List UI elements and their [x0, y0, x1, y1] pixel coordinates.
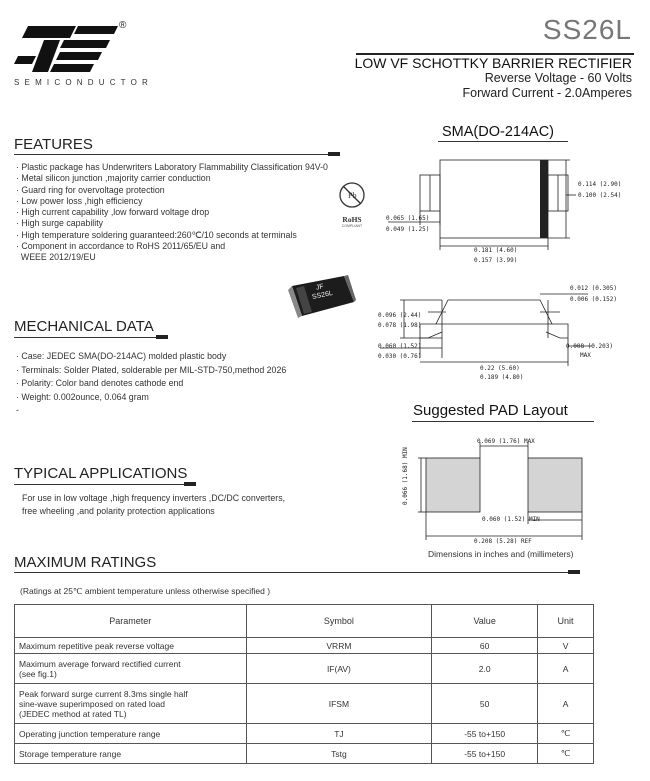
pad-layout-drawing: [404, 432, 604, 544]
table-header-row: [15, 605, 594, 638]
mechanical-item: -: [16, 405, 19, 416]
applications-rule-mark: [184, 482, 196, 486]
dimensions-note: Dimensions in inches and (millimeters): [428, 549, 574, 559]
pad-dim-height: 0.066 (1.68) MIN: [402, 447, 409, 505]
dim-length-min: 0.157 (3.99): [474, 257, 518, 264]
dim-lead-max: 0.060 (1.52): [378, 343, 422, 350]
no-lead-icon: [334, 180, 370, 210]
registered-mark: ®: [119, 20, 127, 31]
ratings-title: MAXIMUM RATINGS: [14, 554, 157, 571]
product-title: LOW VF SCHOTTKY BARRIER RECTIFIER: [354, 55, 632, 71]
dim-w1-max: 0.065 (1.65): [386, 215, 430, 222]
chip-marking-2: SS26L: [311, 289, 334, 302]
package-title-rule: [438, 141, 568, 142]
svg-text:Pb: Pb: [348, 191, 357, 200]
chip-marking-1: JF: [315, 283, 325, 292]
diode-chip-image: [284, 272, 358, 322]
mechanical-title: MECHANICAL DATA: [14, 318, 154, 335]
col-header: Unit: [538, 605, 594, 638]
feature-item: · Component in accordance to RoHS 2011/65/EU and: [16, 241, 226, 252]
rohs-label: RoHS: [342, 215, 362, 224]
applications-title: TYPICAL APPLICATIONS: [14, 465, 188, 482]
feature-item: · High temperature soldering guaranteed:260℃/10 seconds at terminals: [16, 229, 297, 240]
table-row: Maximum repetitive peak reverse voltage VRRM 60 V: [15, 638, 594, 654]
package-top-body: [440, 160, 548, 238]
table-row: Operating junction temperature range TJ -55 to+150 ℃: [15, 724, 594, 744]
ratings-note: (Ratings at 25℃ ambient temperature unless otherwise specified ): [20, 586, 271, 596]
pad-dim-gap: 0.060 (1.52) MIN: [482, 516, 540, 523]
pad-dim-total: 0.208 (5.28) REF: [474, 538, 532, 545]
mechanical-list: [16, 350, 286, 418]
feature-item: · Low power loss ,high efficiency: [16, 195, 143, 206]
mechanical-rule-mark: [156, 335, 168, 339]
dim-standoff-max: MAX: [580, 352, 591, 359]
pad-title-rule: [412, 421, 594, 422]
table-row: Maximum average forward rectified current (see fig.1) IF(AV) 2.0 A: [15, 654, 594, 684]
dim-thick-max: 0.012 (0.305): [570, 285, 617, 292]
feature-item: WEEE 2012/19/EU: [20, 252, 96, 263]
mechanical-item: · Weight: 0.002ounce, 0.064 gram: [16, 391, 149, 402]
cathode-band: [540, 160, 548, 238]
dim-overall-max: 0.22 (5.60): [480, 365, 520, 372]
dim-height-min: 0.100 (2.54): [578, 192, 622, 199]
dim-length-max: 0.181 (4.60): [474, 247, 518, 254]
feature-item: · High surge capability: [16, 218, 104, 229]
reverse-voltage: Reverse Voltage - 60 Volts: [484, 71, 632, 85]
feature-item: · High current capability ,low forward voltage drop: [16, 207, 210, 218]
applications-rule: [14, 484, 194, 485]
features-list: [16, 162, 376, 264]
pad-dim-top: 0.069 (1.76) MAX: [477, 438, 535, 445]
rohs-badge: [334, 180, 370, 228]
applications-text: For use in low voltage ,high frequency inverters ,DC/DC converters, free wheeling ,and polarity protection applications: [22, 493, 286, 516]
rohs-compliant: COMPLIANT: [341, 224, 363, 228]
mechanical-rule: [14, 337, 166, 338]
package-title: SMA(DO-214AC): [442, 124, 554, 140]
part-number: SS26L: [542, 14, 632, 45]
features-rule-mark: [328, 152, 340, 156]
pad-right: [528, 458, 582, 512]
package-side-body: [436, 300, 552, 324]
mechanical-item: · Terminals: Solder Plated, solderable per MIL-STD-750,method 2026: [16, 364, 287, 375]
col-header: Symbol: [246, 605, 432, 638]
ratings-rule-mark: [568, 570, 580, 574]
col-header: Parameter: [15, 605, 247, 638]
company-name: SEMICONDUCTOR: [14, 78, 154, 87]
table-row: Storage temperature range Tstg -55 to+150 ℃: [15, 744, 594, 764]
dim-overall-min: 0.189 (4.80): [480, 374, 524, 381]
pad-left: [426, 458, 480, 512]
ratings-table: [14, 604, 594, 764]
dim-side-min: 0.078 (1.98): [378, 322, 422, 329]
feature-item: · Plastic package has Underwriters Laboratory Flammability Classification 94V-0: [16, 162, 328, 172]
company-logo: [14, 20, 127, 77]
dim-lead-min: 0.030 (0.76): [378, 353, 422, 360]
feature-item: · Guard ring for overvoltage protection: [16, 184, 165, 195]
dim-w1-min: 0.049 (1.25): [386, 226, 430, 233]
features-rule: [14, 154, 340, 155]
table-row: Peak forward surge current 8.3ms single half sine-wave superimposed on rated load (JEDEC method at rated TL) IFSM 50 A: [15, 684, 594, 724]
dim-standoff: 0.008 (0.203): [566, 343, 613, 350]
pad-layout-title: Suggested PAD Layout: [413, 402, 568, 419]
ratings-rule: [14, 572, 580, 573]
mechanical-item: · Case: JEDEC SMA(DO-214AC) molded plastic body: [16, 351, 227, 361]
mechanical-item: · Polarity: Color band denotes cathode end: [16, 378, 184, 389]
col-header: Value: [432, 605, 538, 638]
features-title: FEATURES: [14, 136, 93, 153]
dim-side-max: 0.096 (2.44): [378, 312, 422, 319]
forward-current: Forward Current - 2.0Amperes: [462, 86, 632, 100]
feature-item: · Metal silicon junction ,majority carrier conduction: [16, 173, 211, 184]
dim-thick-min: 0.006 (0.152): [570, 296, 617, 303]
dim-height-max: 0.114 (2.90): [578, 181, 622, 188]
